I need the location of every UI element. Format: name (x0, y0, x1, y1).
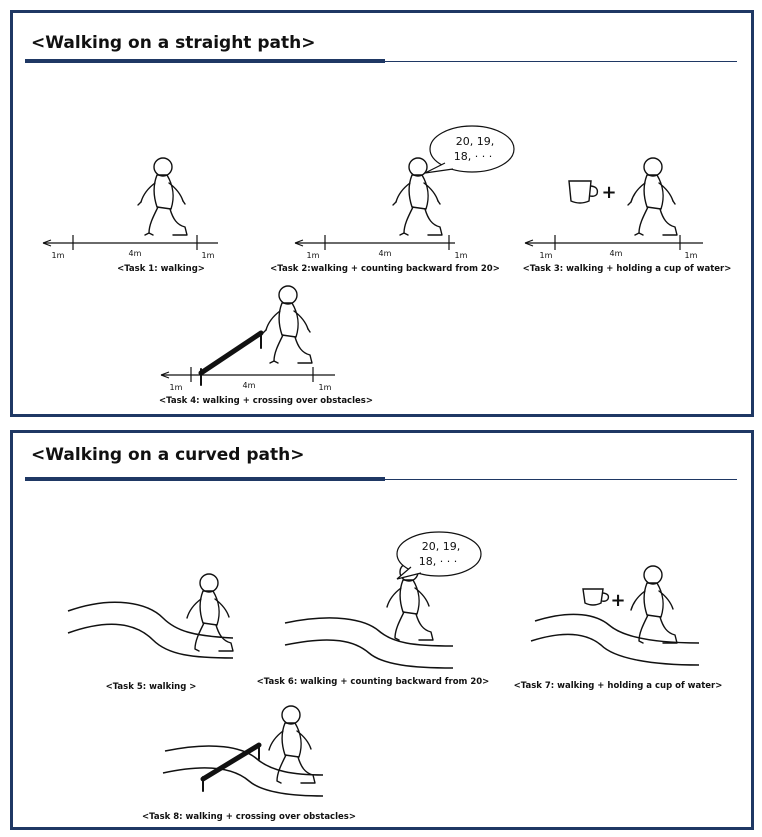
straight-path-illustration (13, 13, 751, 414)
curved-path-illustration (13, 433, 751, 827)
task6-curved-path (285, 618, 453, 668)
task4-distance-mid: 4m (242, 381, 256, 390)
task4-track (161, 367, 335, 382)
task3-distance-end: 1m (684, 251, 698, 260)
task3-plus-sign: + (601, 182, 617, 203)
task3-distance-start: 1m (539, 251, 553, 260)
task2-bubble-line1: 20, 19, (455, 135, 495, 148)
task1-walker-figure (138, 158, 187, 235)
task2-caption: <Task 2:walking + counting backward from 20> (270, 264, 500, 274)
task3-distance-mid: 4m (609, 249, 623, 258)
task5-caption: <Task 5: walking > (105, 682, 197, 692)
task8-caption: <Task 8: walking + crossing over obstacles> (142, 812, 356, 822)
task1-distance-end: 1m (201, 251, 215, 260)
task1-caption: <Task 1: walking> (117, 264, 205, 274)
straight-path-panel (10, 10, 754, 417)
task4-caption: <Task 4: walking + crossing over obstacles> (159, 396, 373, 406)
task5-walker-figure (187, 574, 233, 651)
task4-distance-end: 1m (318, 383, 332, 392)
task2-distance-end: 1m (454, 251, 468, 260)
task4-obstacle (201, 333, 261, 385)
task5-curved-path (68, 602, 233, 658)
task3-caption: <Task 3: walking + holding a cup of water> (522, 264, 732, 274)
task2-distance-mid: 4m (378, 249, 392, 258)
task6-bubble-line2: 18, · · · (418, 555, 458, 568)
task7-walker-figure (631, 566, 677, 643)
task7-caption: <Task 7: walking + holding a cup of water> (513, 681, 723, 691)
task7-curved-path (531, 614, 699, 665)
task1-track (43, 235, 218, 250)
task3-walker-figure (628, 158, 677, 235)
task2-track (295, 235, 455, 250)
task3-track (525, 235, 703, 250)
task1-distance-start: 1m (51, 251, 65, 260)
task6-bubble-line1: 20, 19, (421, 540, 461, 553)
task4-walker-figure (263, 286, 312, 363)
task2-bubble-line2: 18, · · · (453, 150, 493, 163)
task4-distance-start: 1m (169, 383, 183, 392)
straight-path-title: <Walking on a straight path> (31, 33, 316, 53)
task7-plus-sign: + (610, 590, 626, 611)
task2-distance-start: 1m (306, 251, 320, 260)
task8-walker-figure (269, 706, 315, 783)
task1-distance-mid: 4m (128, 249, 142, 258)
task6-caption: <Task 6: walking + counting backward from 20> (256, 677, 490, 687)
task3-cup-icon (569, 181, 597, 203)
curved-path-panel (10, 430, 754, 830)
curved-path-title: <Walking on a curved path> (31, 445, 305, 465)
task7-cup-icon (583, 589, 608, 605)
